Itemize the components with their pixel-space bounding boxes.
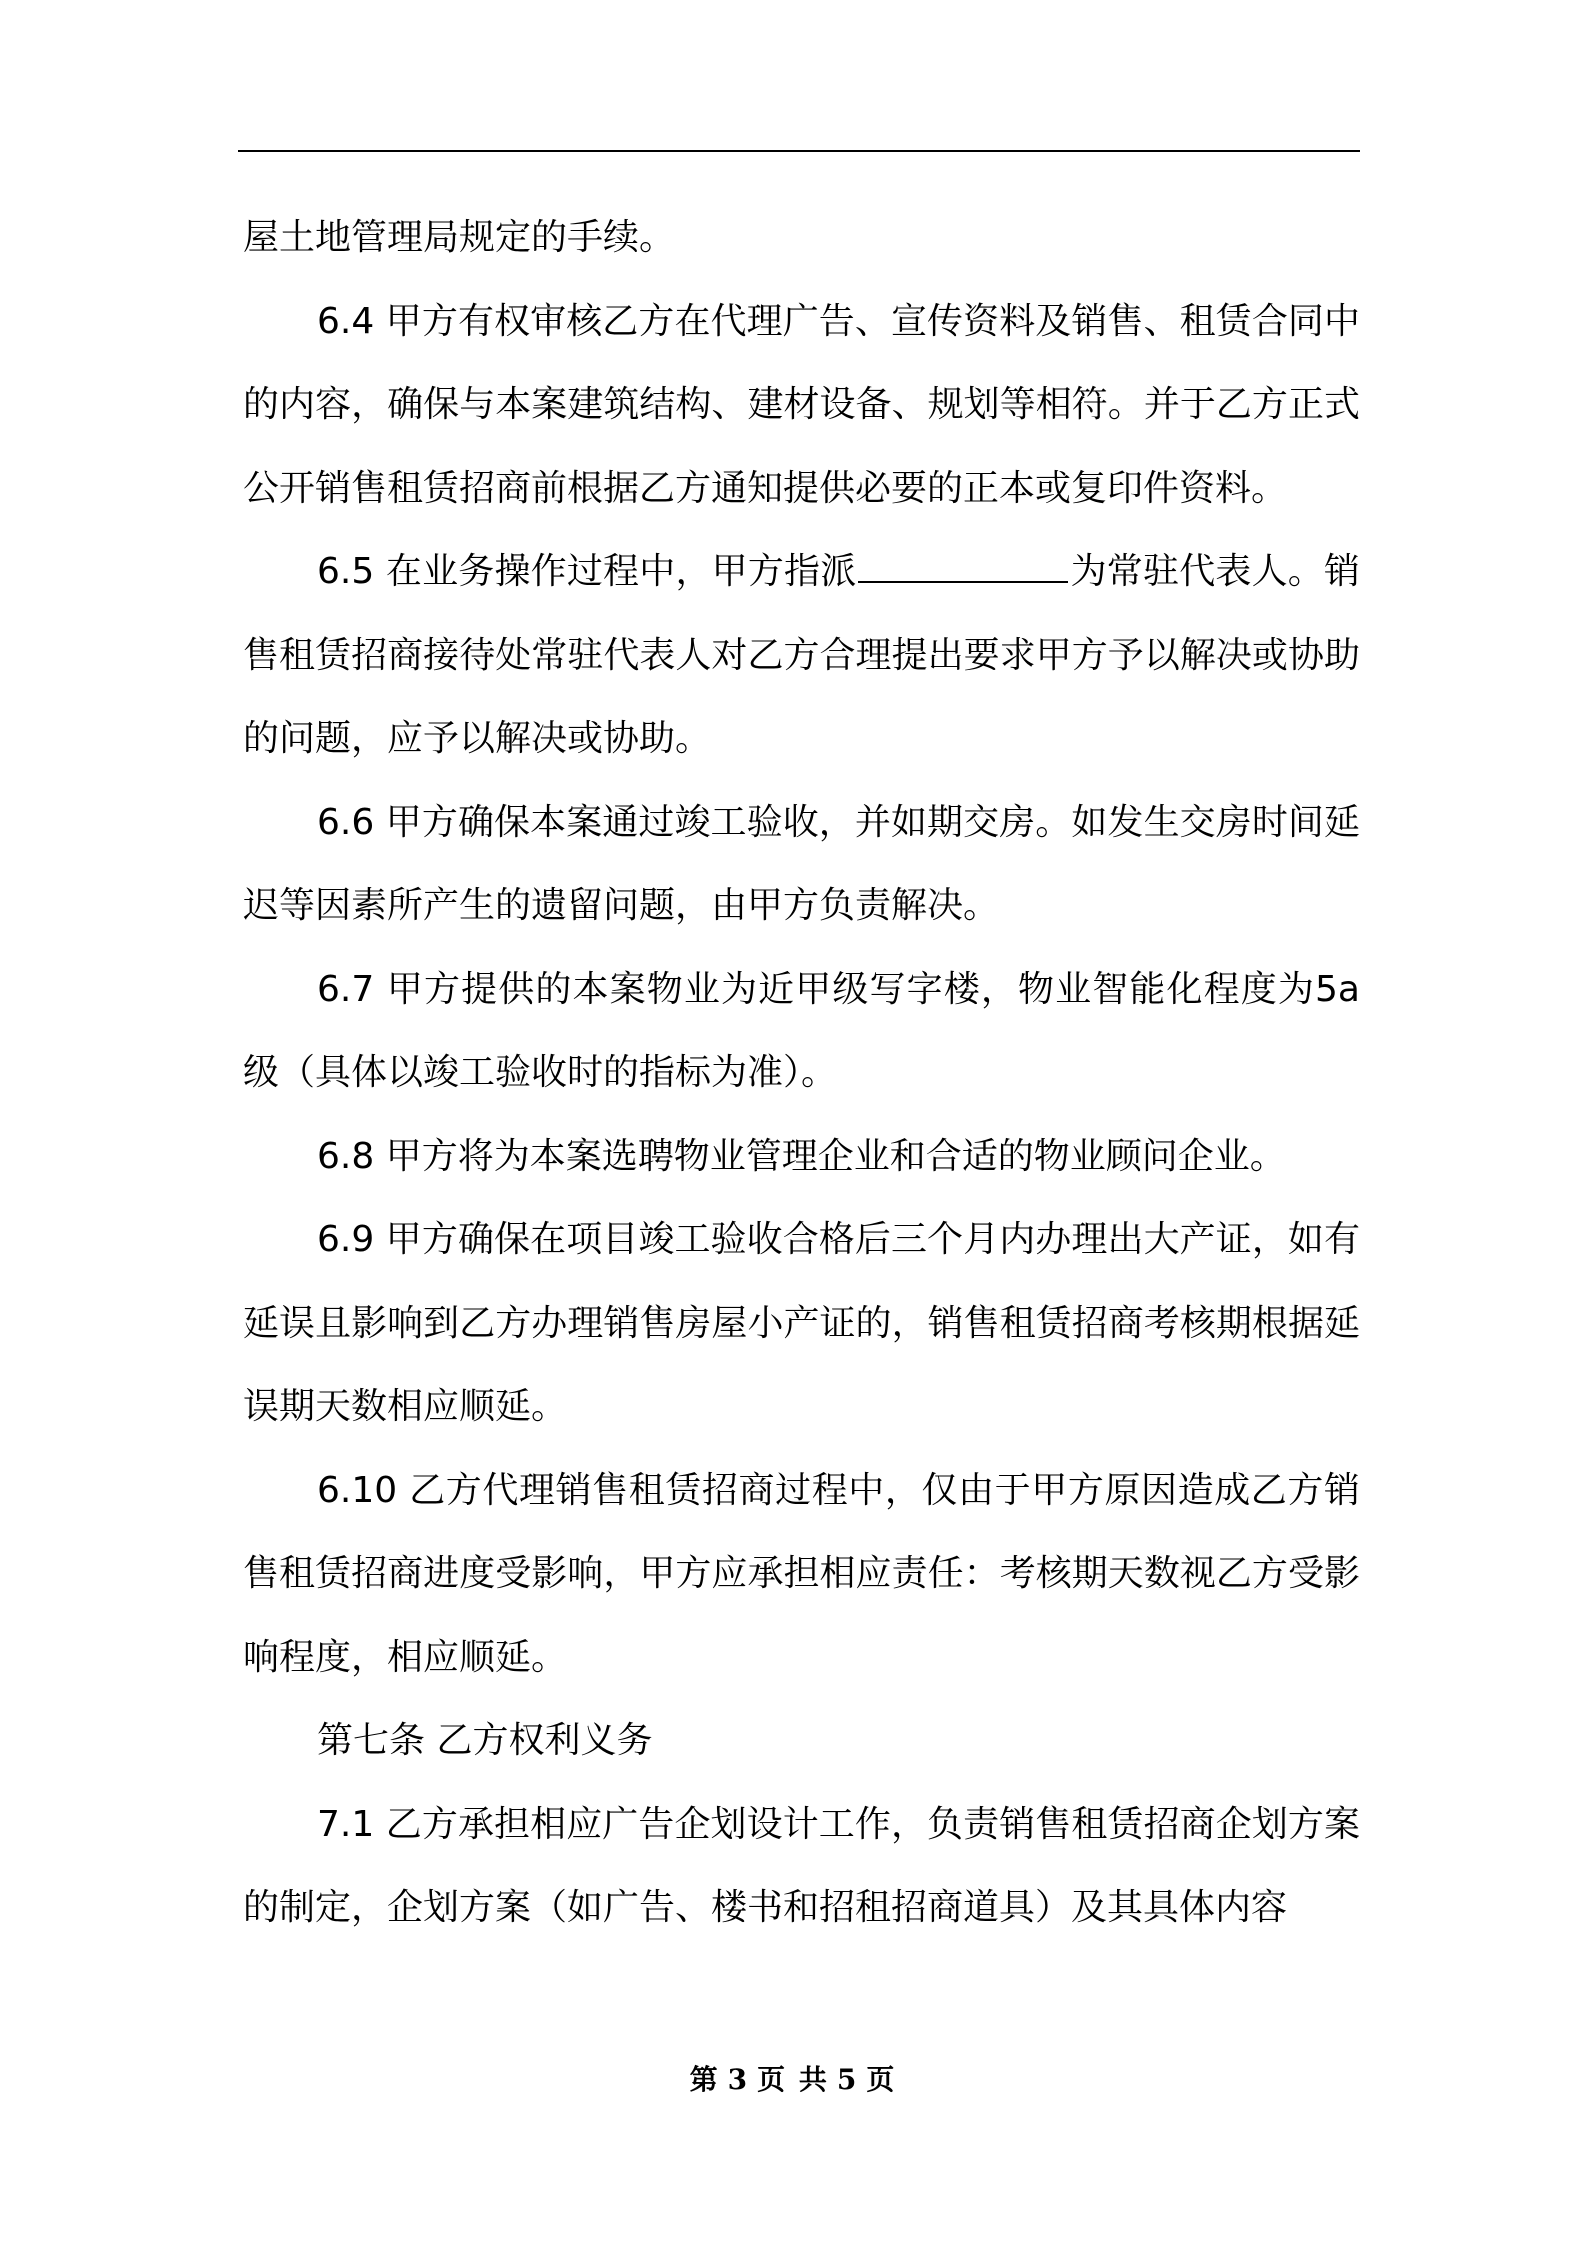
paragraph-6-5-text-before: 6.5 在业务操作过程中，甲方指派 (317, 551, 857, 592)
paragraph-6-7: 6.7 甲方提供的本案物业为近甲级写字楼，物业智能化程度为5a 级（具体以竣工验收时的指标为准）。 (243, 968, 1360, 1093)
paragraph-continuation: 屋土地管理局规定的手续。 (243, 217, 676, 258)
total-pages-number: 5 (836, 2063, 859, 2096)
paragraph-6-8: 6.8 甲方将为本案选聘物业管理企业和合适的物业顾问企业。 (317, 1135, 1286, 1177)
footer-suffix: 页 (866, 2063, 897, 2096)
paragraph-6-10: 6.10 乙方代理销售租赁招商过程中，仅由于甲方原因造成乙方销售租赁招商进度受影响，甲方应承担相应责任：考核期天数视乙方受影响程度，相应顺延。 (243, 1469, 1360, 1678)
header-rule (238, 150, 1360, 152)
paragraph-6-5-text-after: 为常驻代表人。销售租赁招商接待处常驻代表人对乙方合理提出要求甲方予以解决或协助的问题，应予以解决或协助。 (243, 551, 1360, 759)
paragraph-6-5 (243, 530, 1360, 781)
article-7-heading: 第七条 乙方权利义务 (317, 1720, 653, 1761)
paragraph-7-1: 7.1 乙方承担相应广告企划设计工作，负责销售租赁招商企划方案的制定，企划方案（如广告、楼书和招租招商道具）及其具体内容 (243, 1803, 1360, 1928)
page-number-footer (0, 2058, 1586, 2098)
paragraph-6-6: 6.6 甲方确保本案通过竣工验收，并如期交房。如发生交房时间延迟等因素所产生的遗留问题，由甲方负责解决。 (243, 801, 1360, 926)
paragraph-6-9: 6.9 甲方确保在项目竣工验收合格后三个月内办理出大产证，如有延误且影响到乙方办理销售房屋小产证的，销售租赁招商考核期根据延误期天数相应顺延。 (243, 1219, 1360, 1427)
footer-middle: 页 共 (757, 2063, 829, 2096)
footer-prefix: 第 (689, 2063, 720, 2096)
document-body (243, 196, 1360, 1950)
paragraph-6-4: 6.4 甲方有权审核乙方在代理广告、宣传资料及销售、租赁合同中的内容，确保与本案建筑结构、建材设备、规划等相符。并于乙方正式公开销售租赁招商前根据乙方通知提供必要的正本或复印件资料。 (243, 300, 1360, 509)
current-page-number: 3 (727, 2063, 750, 2096)
fill-in-blank (858, 547, 1068, 583)
